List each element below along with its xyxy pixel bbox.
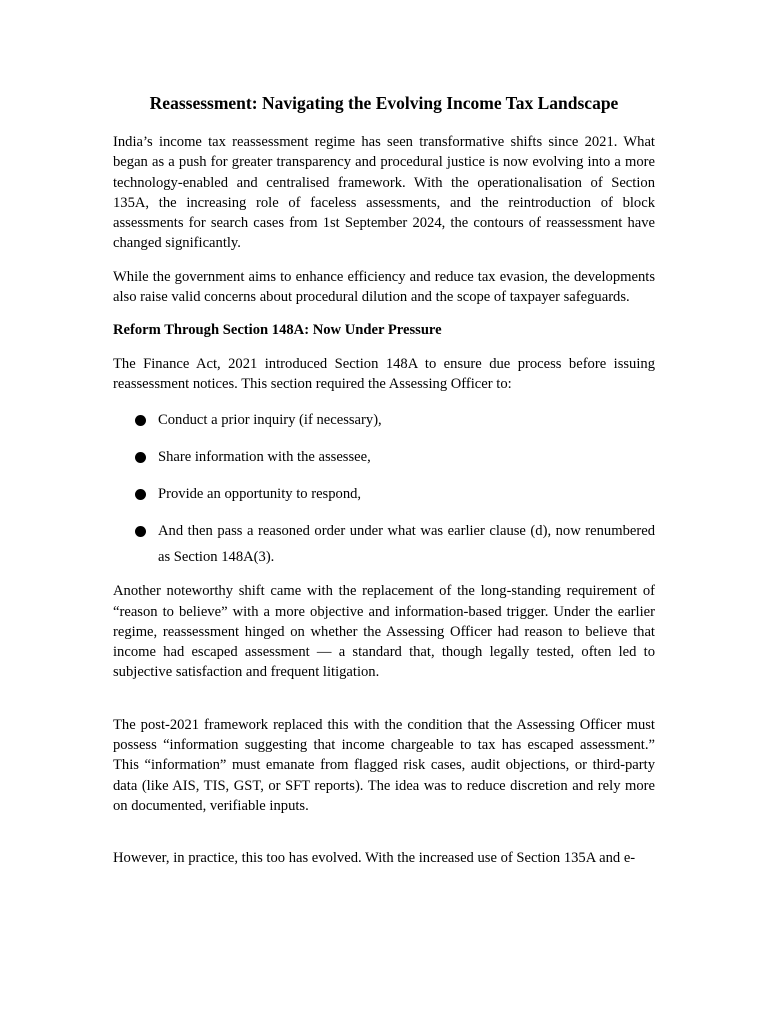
list-item	[113, 518, 655, 570]
paragraph-spacer	[113, 829, 655, 848]
section-heading-148a: Reform Through Section 148A: Now Under Pressure	[113, 322, 442, 339]
list-item	[113, 481, 655, 507]
bullet-icon	[135, 526, 146, 537]
paragraph-intro: India’s income tax reassessment regime has seen transformative shifts since 2021. What began as a push for greater transparency and procedural justice is now evolving into a more technology-enabled and centralised framework. With the operationalisation of Section 135A, the increasing role of faceless assessments, and the reintroduction of block assessments for search cases from 1st September 2024, the contours of reassessment have changed significantly.	[113, 134, 655, 252]
list-item-text: Provide an opportunity to respond,	[158, 486, 362, 503]
paragraph-however: However, in practice, this too has evolved. With the increased use of Section 135A and e-	[113, 850, 636, 867]
list-item-text: Conduct a prior inquiry (if necessary),	[158, 412, 382, 429]
paragraph-post-2021: The post-2021 framework replaced this with the condition that the Assessing Officer must possess “information suggesting that income chargeable to tax has escaped assessment.” This “information” must emanate from flagged risk cases, audit objections, or third-party data (like AIS, TIS, GST, or SFT reports). The idea was to reduce discretion and rely more on documented, verifiable inputs.	[113, 716, 655, 814]
paragraph-reason-to-believe: Another noteworthy shift came with the replacement of the long-standing requirement of “reason to believe” with a more objective and information-based trigger. Under the earlier regime, reassessment hinged on whether the Assessing Officer had reason to believe that income had escaped assessment — a standard that, though legally tested, often led to subjective satisfaction and frequent litigation.	[113, 583, 655, 681]
paragraph-spacer	[113, 696, 655, 715]
list-item-text: Share information with the assessee,	[158, 449, 371, 466]
bullet-list	[113, 407, 655, 570]
bullet-icon	[135, 415, 146, 426]
list-item	[113, 444, 655, 470]
paragraph-148a-intro: The Finance Act, 2021 introduced Section 148A to ensure due process before issuing reassessment notices. This section required the Assessing Officer to:	[113, 355, 655, 392]
document-page	[113, 90, 655, 882]
document-title: Reassessment: Navigating the Evolving Income Tax Landscape	[149, 93, 619, 113]
paragraph-government-aims: While the government aims to enhance efficiency and reduce tax evasion, the developments also raise valid concerns about procedural dilution and the scope of taxpayer safeguards.	[113, 268, 655, 306]
bullet-icon	[135, 489, 146, 500]
list-item-text: And then pass a reasoned order under what was earlier clause (d), now renumbered as Section 148A(3).	[158, 523, 655, 566]
list-item	[113, 407, 655, 433]
bullet-icon	[135, 452, 146, 463]
